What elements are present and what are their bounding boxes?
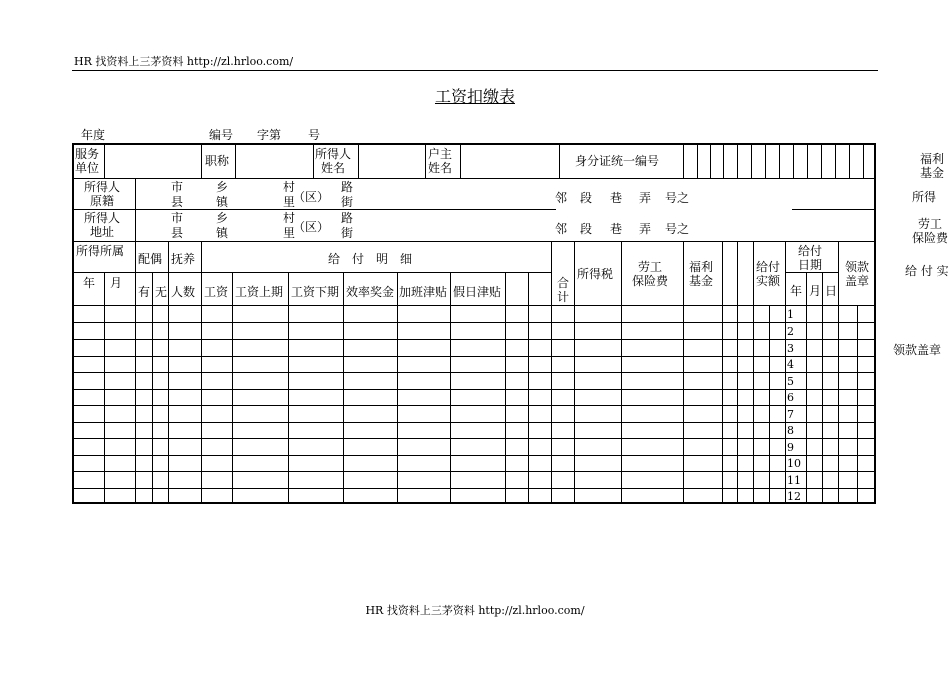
meta-year: 年度 <box>81 128 106 142</box>
addr-zhen: 镇 <box>216 195 229 209</box>
table-line <box>551 241 552 305</box>
form-line <box>835 143 836 178</box>
addr-xian: 县 <box>171 195 184 209</box>
label-service-unit: 服务 单位 <box>75 147 100 175</box>
table-line <box>737 241 738 305</box>
th-labor-insurance: 劳工 保险费 <box>632 260 669 288</box>
th-spouse-yes: 有 <box>138 285 151 299</box>
side-labor: 劳工 保险费 <box>912 217 949 245</box>
row-number: 11 <box>787 474 801 487</box>
form-line <box>104 143 105 178</box>
form-line <box>723 143 724 178</box>
form-line <box>135 178 136 241</box>
header-rule <box>72 70 878 71</box>
th-actual-paid: 给付 实额 <box>756 260 781 288</box>
table-line <box>397 272 398 305</box>
table-line <box>72 422 876 423</box>
row-number: 4 <box>787 358 794 371</box>
addr-nong: 弄 <box>639 191 652 205</box>
addr-shi: 市 <box>171 180 184 194</box>
table-line <box>72 405 876 406</box>
form-frame <box>72 143 876 504</box>
form-line <box>425 143 426 178</box>
meta-zi: 字第 <box>257 128 282 142</box>
row-number: 7 <box>787 408 794 421</box>
th-payment-detail: 给 付 明 细 <box>328 252 413 266</box>
table-line <box>72 372 876 373</box>
row-number: 1 <box>787 308 794 321</box>
table-line <box>838 241 839 305</box>
table-line <box>72 389 876 390</box>
table-line <box>822 272 823 305</box>
addr-lin: 邻 <box>555 191 568 205</box>
th-total: 合 计 <box>557 276 570 304</box>
table-line <box>785 272 838 273</box>
table-line <box>72 455 876 456</box>
th-wage: 工资 <box>204 285 229 299</box>
table-line <box>201 241 202 305</box>
row-number: 9 <box>787 441 794 454</box>
side-income: 所得 <box>912 190 937 204</box>
table-line <box>505 272 506 305</box>
th-wage-first: 工资上期 <box>235 285 284 299</box>
addr2-cun: 村 <box>283 211 296 225</box>
form-line <box>358 143 359 178</box>
meta-number: 编号 <box>209 128 234 142</box>
form-line <box>235 143 236 178</box>
th-efficiency-bonus: 效率奖金 <box>346 285 395 299</box>
row-number: 6 <box>787 391 794 404</box>
form-line <box>807 143 808 178</box>
label-id-number: 身分证统一编号 <box>575 154 660 168</box>
side-pay-actual: 给 付 实 <box>905 264 949 278</box>
form-line <box>793 143 794 178</box>
addr2-xiang2: 巷 <box>610 222 623 236</box>
page-title: 工资扣缴表 <box>434 87 515 106</box>
addr-qu: （区） <box>293 190 330 204</box>
row-number: 10 <box>787 457 801 470</box>
addr2-li: 里 <box>283 226 296 240</box>
th-spouse: 配偶 <box>138 252 163 266</box>
table-line <box>72 356 876 357</box>
table-line <box>72 339 876 340</box>
form-line <box>849 143 850 178</box>
addr-xiang: 乡 <box>216 180 229 194</box>
table-line <box>806 272 807 305</box>
table-line <box>72 272 201 273</box>
table-line <box>152 272 153 305</box>
form-line <box>72 241 876 242</box>
addr-duan: 段 <box>580 191 593 205</box>
th-date-day: 日 <box>825 284 838 298</box>
form-line <box>697 143 698 178</box>
th-income-tax: 所得税 <box>577 267 614 281</box>
form-line <box>72 178 876 179</box>
addr-jie: 街 <box>341 195 354 209</box>
table-line <box>528 272 529 305</box>
form-line <box>313 143 314 178</box>
table-line <box>753 241 754 305</box>
table-line <box>72 305 876 306</box>
row-number: 5 <box>787 375 794 388</box>
th-holiday: 假日津贴 <box>453 285 502 299</box>
table-line <box>232 272 233 305</box>
row-number: 8 <box>787 424 794 437</box>
row-number: 3 <box>787 342 794 355</box>
label-householder-name: 户主 姓名 <box>428 147 453 175</box>
th-wage-second: 工资下期 <box>291 285 340 299</box>
label-origin: 所得人 原籍 <box>84 180 121 208</box>
table-line <box>72 322 876 323</box>
addr2-nong: 弄 <box>639 222 652 236</box>
table-line <box>72 488 876 489</box>
table-line <box>135 241 136 305</box>
th-sign-stamp: 领款 盖章 <box>845 260 870 288</box>
table-line <box>104 272 105 305</box>
addr2-hao: 号之 <box>665 222 690 236</box>
addr-li: 里 <box>283 195 296 209</box>
table-line <box>683 241 684 305</box>
header-text: HR 找资料上三茅资料 http://zl.hrloo.com/ <box>74 55 294 68</box>
side-welfare-fund: 福利 基金 <box>920 152 945 180</box>
th-spouse-no: 无 <box>155 285 168 299</box>
addr-hao: 号之 <box>665 191 690 205</box>
row-number: 12 <box>787 490 801 503</box>
addr2-shi: 市 <box>171 211 184 225</box>
table-line <box>450 272 451 305</box>
table-line <box>201 272 551 273</box>
addr-lu: 路 <box>341 180 354 194</box>
th-month: 月 <box>110 276 123 290</box>
table-line <box>72 471 876 472</box>
form-line <box>460 143 461 178</box>
table-line <box>785 241 786 305</box>
form-line <box>559 143 560 178</box>
addr2-zhen: 镇 <box>216 226 229 240</box>
table-line <box>168 241 169 305</box>
th-date-year: 年 <box>790 284 803 298</box>
label-address: 所得人 地址 <box>84 211 121 239</box>
addr2-xian: 县 <box>171 226 184 240</box>
side-sign-stamp: 领款盖章 <box>893 343 942 357</box>
form-line <box>683 143 684 178</box>
meta-hao: 号 <box>308 128 321 142</box>
form-line <box>792 209 876 210</box>
th-income-period: 所得所属 <box>76 244 125 258</box>
table-line <box>288 272 289 305</box>
th-year: 年 <box>83 276 96 290</box>
form-line <box>72 209 556 210</box>
addr-cun: 村 <box>283 180 296 194</box>
th-dependents: 抚养 <box>171 252 196 266</box>
footer-text: HR 找资料上三茅资料 http://zl.hrloo.com/ <box>365 604 585 617</box>
table-line <box>72 438 876 439</box>
th-welfare-fund: 福利 基金 <box>689 260 714 288</box>
form-line <box>737 143 738 178</box>
th-headcount: 人数 <box>171 285 196 299</box>
form-line <box>779 143 780 178</box>
form-line <box>863 143 864 178</box>
table-line <box>574 241 575 305</box>
row-number: 2 <box>787 325 794 338</box>
th-date-month: 月 <box>809 284 822 298</box>
form-line <box>821 143 822 178</box>
form-line <box>751 143 752 178</box>
th-pay-date: 给付 日期 <box>798 244 823 272</box>
addr2-qu: （区） <box>293 220 330 234</box>
table-line <box>722 241 723 305</box>
table-line <box>621 241 622 305</box>
label-earner-name: 所得人 姓名 <box>315 147 352 175</box>
addr2-duan: 段 <box>580 222 593 236</box>
form-line <box>201 143 202 178</box>
addr2-jie: 街 <box>341 226 354 240</box>
addr2-lu: 路 <box>341 211 354 225</box>
addr2-xiang: 乡 <box>216 211 229 225</box>
label-title: 职称 <box>205 154 230 168</box>
form-line <box>765 143 766 178</box>
addr-xiang2: 巷 <box>610 191 623 205</box>
th-overtime: 加班津贴 <box>399 285 448 299</box>
addr2-lin: 邻 <box>555 222 568 236</box>
form-line <box>710 143 711 178</box>
table-line <box>343 272 344 305</box>
